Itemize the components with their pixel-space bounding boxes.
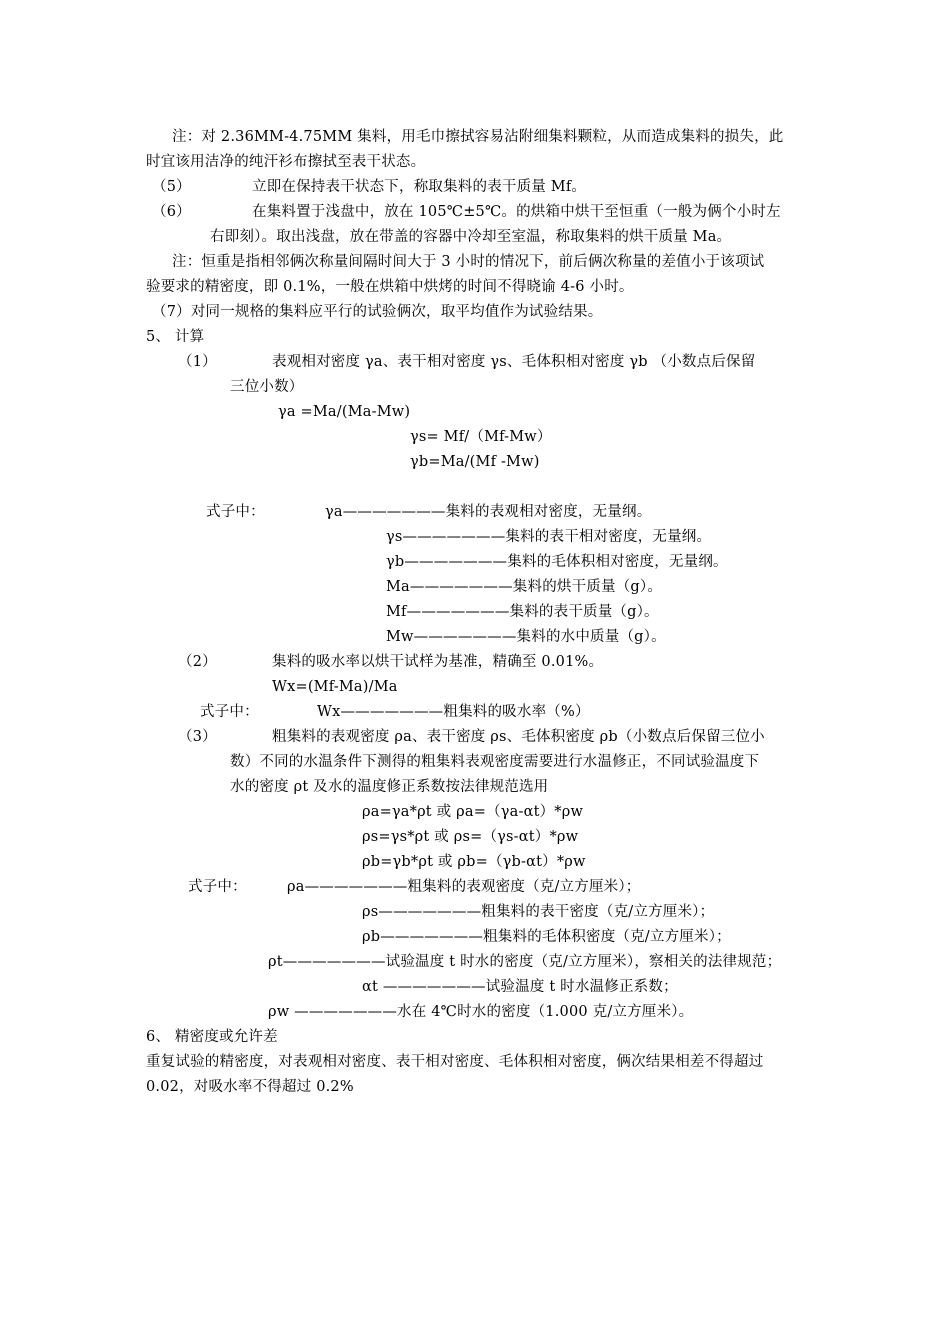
step-text: 数）不同的水温条件下测得的粗集料表观密度需要进行水温修正，不同试验温度下 — [230, 754, 760, 770]
step-text: 三位小数） — [230, 379, 304, 395]
step-text: 右即刻）。取出浅盘，放在带盖的容器中冷却至室温，称取集料的烘干质量 Ma。 — [210, 229, 732, 245]
note-line: 注：对 2.36MM-4.75MM 集料，用毛巾擦拭容易沾附细集料颗粒，从而造成集料的损失，此 — [172, 129, 784, 145]
step-text: 立即在保持表干状态下，称取集料的表干质量 Mf。 — [252, 179, 587, 195]
formula: γb=Ma/(Mf -Mw) — [410, 454, 540, 470]
legend-heading: 式子中： — [206, 504, 265, 520]
step-text: 表观相对密度 γa、表干相对密度 γs、毛体积相对密度 γb （小数点后保留 — [272, 354, 756, 370]
legend-line: γa———————集料的表观相对密度，无量纲。 — [325, 504, 652, 520]
step-number: （2） — [178, 654, 217, 670]
section-heading: 5、 计算 — [146, 329, 205, 345]
legend-line: ρb———————粗集料的毛体积密度（克/立方厘米）； — [362, 929, 731, 945]
step-text: 在集料置于浅盘中，放在 105℃±5℃。的烘箱中烘干至恒重（一般为俩个小时左 — [252, 204, 781, 220]
legend-heading: 式子中： — [200, 704, 259, 720]
legend-line: Ma———————集料的烘干质量（g）。 — [386, 579, 663, 595]
formula: Wx=(Mf-Ma)/Ma — [272, 679, 398, 695]
step-number: （1） — [178, 354, 217, 370]
body-line: 重复试验的精密度，对表观相对密度、表干相对密度、毛体积相对密度，俩次结果相差不得超过 — [146, 1054, 764, 1070]
formula: γs= Mf/（Mf-Mw） — [410, 429, 552, 445]
legend-line: γb———————集料的毛体积相对密度，无量纲。 — [386, 554, 728, 570]
step-text: （7）对同一规格的集料应平行的试验俩次，取平均值作为试验结果。 — [152, 304, 603, 320]
legend-line: ρw ———————水在 4℃时水的密度（1.000 克/立方厘米）。 — [268, 1004, 694, 1020]
step-number: （5） — [152, 179, 191, 195]
legend-line: Mw———————集料的水中质量（g）。 — [386, 629, 666, 645]
body-line: 0.02，对吸水率不得超过 0.2% — [146, 1079, 354, 1095]
formula: ρa=γa*ρt 或 ρa=（γa-αt）*ρw — [362, 804, 584, 820]
formula: ρb=γb*ρt 或 ρb=（γb-αt）*ρw — [362, 854, 586, 870]
step-text: 水的密度 ρt 及水的温度修正系数按法律规范选用 — [230, 779, 549, 795]
section-heading: 6、 精密度或允许差 — [146, 1029, 278, 1045]
legend-line: ρs———————粗集料的表干密度（克/立方厘米）； — [362, 904, 715, 920]
step-text: 集料的吸水率以烘干试样为基准，精确至 0.01%。 — [272, 654, 604, 670]
legend-line: Mf———————集料的表干质量（g）。 — [386, 604, 659, 620]
note-line: 时宜该用洁净的纯汗衫布擦拭至表干状态。 — [146, 154, 426, 170]
step-number: （6） — [152, 204, 191, 220]
legend-line: ρa———————粗集料的表观密度（克/立方厘米）； — [287, 879, 641, 895]
legend-line: γs———————集料的表干相对密度，无量纲。 — [386, 529, 712, 545]
step-text: 粗集料的表观密度 ρa、表干密度 ρs、毛体积密度 ρb（小数点后保留三位小 — [272, 729, 765, 745]
note-line: 验要求的精密度，即 0.1%，一般在烘箱中烘烤的时间不得晓谕 4-6 小时。 — [146, 279, 634, 295]
formula: γa =Ma/(Ma-Mw) — [278, 404, 411, 420]
step-number: （3） — [178, 729, 217, 745]
legend-heading: 式子中： — [188, 879, 247, 895]
note-line: 注：恒重是指相邻俩次称量间隔时间大于 3 小时的情况下，前后俩次称量的差值小于该项试 — [172, 254, 765, 270]
legend-line: αt ———————试验温度 t 时水温修正系数； — [362, 979, 678, 995]
legend-line: ρt———————试验温度 t 时水的密度（克/立方厘米），察相关的法律规范； — [268, 954, 782, 970]
legend-line: Wx———————粗集料的吸水率（%） — [317, 704, 590, 720]
formula: ρs=γs*ρt 或 ρs=（γs-αt）*ρw — [362, 829, 579, 845]
